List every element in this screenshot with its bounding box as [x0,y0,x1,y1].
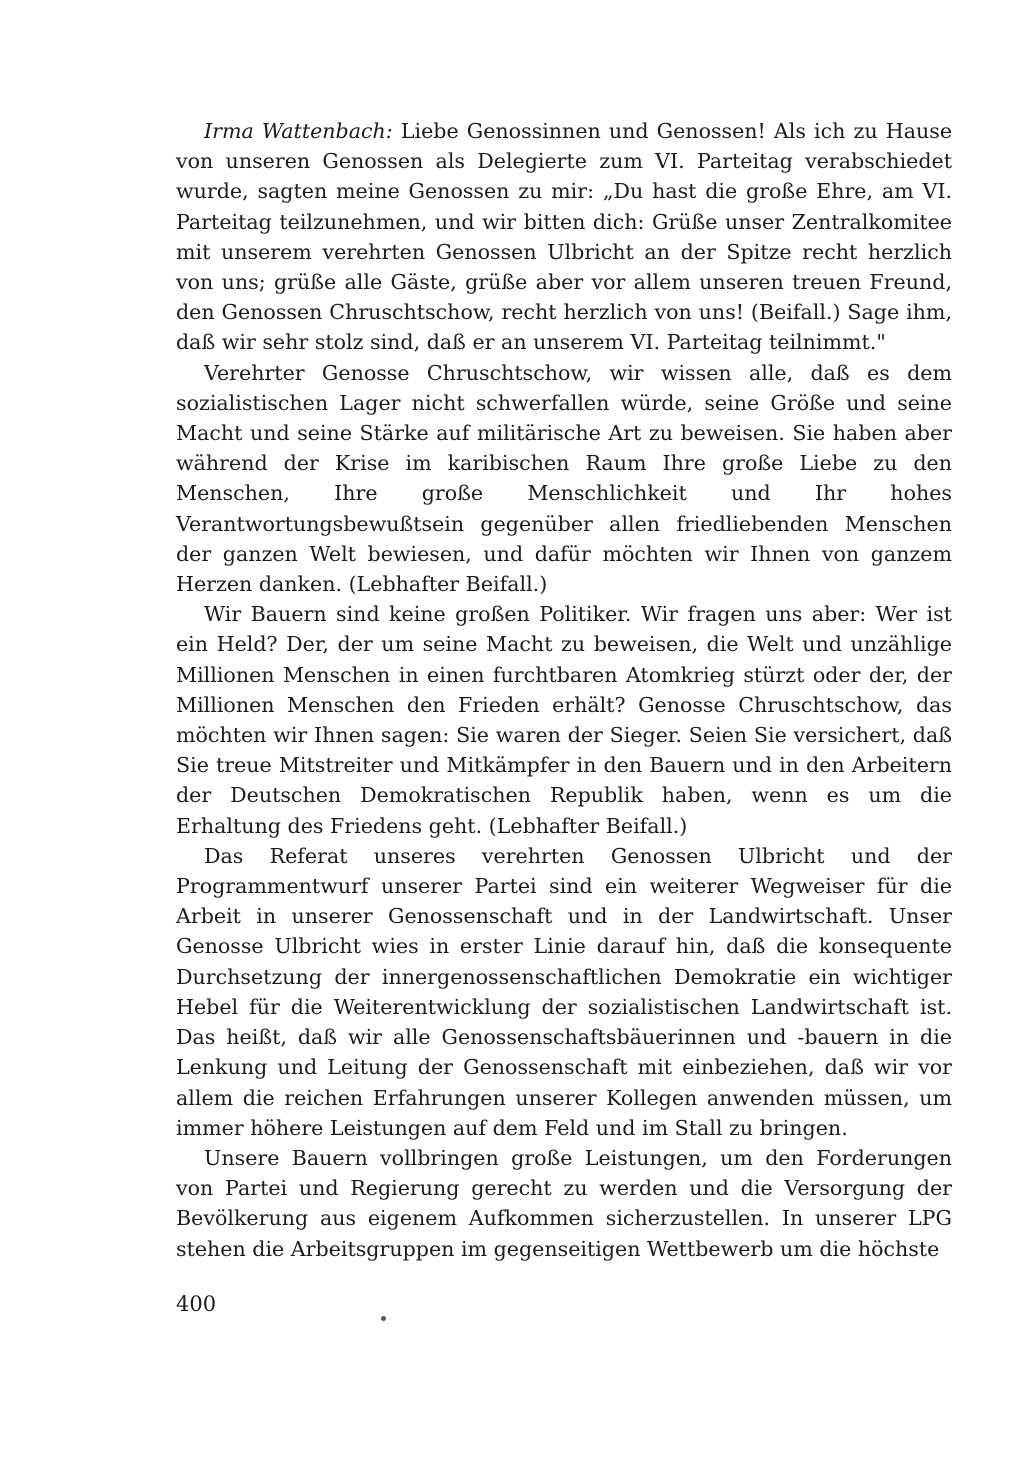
paragraph-1-text: Liebe Genossinnen und Genossen! Als ich zu Hause von unseren Genossen als Delegierte zum VI. Parteitag verabschiedet wurde, sagten meine Genossen zu mir: „Du hast die große Ehre, am VI. Parteitag teilzunehmen, und wir bitten dich: Grüße unser Zentralkomitee mit unserem verehrten Genossen Ulbricht an der Spitze recht herzlich von uns; grüße alle Gäste, grüße aber vor allem unseren treuen Freund, den Genossen Chruschtschow, recht herzlich von uns! (Beifall.) Sage ihm, daß wir sehr stolz sind, daß er an unserem VI. Parteitag teilnimmt." [176,119,953,355]
paragraph-3: Wir Bauern sind keine großen Politiker. Wir fragen uns aber: Wer ist ein Held? Der, der um seine Macht zu beweisen, die Welt und unzählige Millionen Menschen in einen furchtbaren Atomkrieg stürzt oder der, der Millionen Menschen den Frieden erhält? Genosse Chruschtschow, das möchten wir Ihnen sagen: Sie waren der Sieger. Seien Sie versichert, daß Sie treue Mitstreiter und Mitkämpfer in den Bauern und in den Arbeitern der Deutschen Demokratischen Republik haben, wenn es um die Erhaltung des Friedens geht. (Lebhafter Beifall.) [176,602,952,838]
paragraph-1 [176,116,952,358]
page-number: 400 [176,1292,217,1316]
paragraph-5: Unsere Bauern vollbringen große Leistungen, um den Forderungen von Partei und Regierung gerecht zu werden und die Versorgung der Bevölkerung aus eigenem Aufkommen sicherzustellen. In unserer LPG stehen die Arbeitsgruppen im gegenseitigen Wettbewerb um die höchste [176,1145,952,1261]
body-text [176,116,952,1264]
paragraph-2: Verehrter Genosse Chruschtschow, wir wissen alle, daß es dem sozialistischen Lager nicht schwerfallen würde, seine Größe und seine Macht und seine Stärke auf militärische Art zu beweisen. Sie haben aber während der Krise im karibischen Raum Ihre große Liebe zu den Menschen, Ihre große Menschlichkeit und Ihr hohes Verantwortungsbewußtsein gegenüber allen friedliebenden Menschen der ganzen Welt bewiesen, und dafür möchten wir Ihnen von ganzem Herzen danken. (Lebhafter Beifall.) [176,360,952,597]
print-speck [381,1316,386,1321]
speaker-name: Irma Wattenbach: [204,119,393,143]
paragraph-4: Das Referat unseres verehrten Genossen Ulbricht und der Programmentwurf unserer Partei sind ein weiterer Wegweiser für die Arbeit in unserer Genossenschaft und in der Landwirtschaft. Unser Genosse Ulbricht wies in erster Linie darauf hin, daß die konsequente Durchsetzung der innergenossenschaftlichen Demokratie ein wichtiger Hebel für die Weiterentwicklung der sozialistischen Landwirtschaft ist. Das heißt, daß wir alle Genossenschaftsbäuerinnen und -bauern in die Lenkung und Leitung der Genossenschaft mit einbeziehen, daß wir vor allem die reichen Erfahrungen unserer Kollegen anwenden müssen, um immer höhere Leistungen auf dem Feld und im Stall zu bringen. [176,843,952,1140]
